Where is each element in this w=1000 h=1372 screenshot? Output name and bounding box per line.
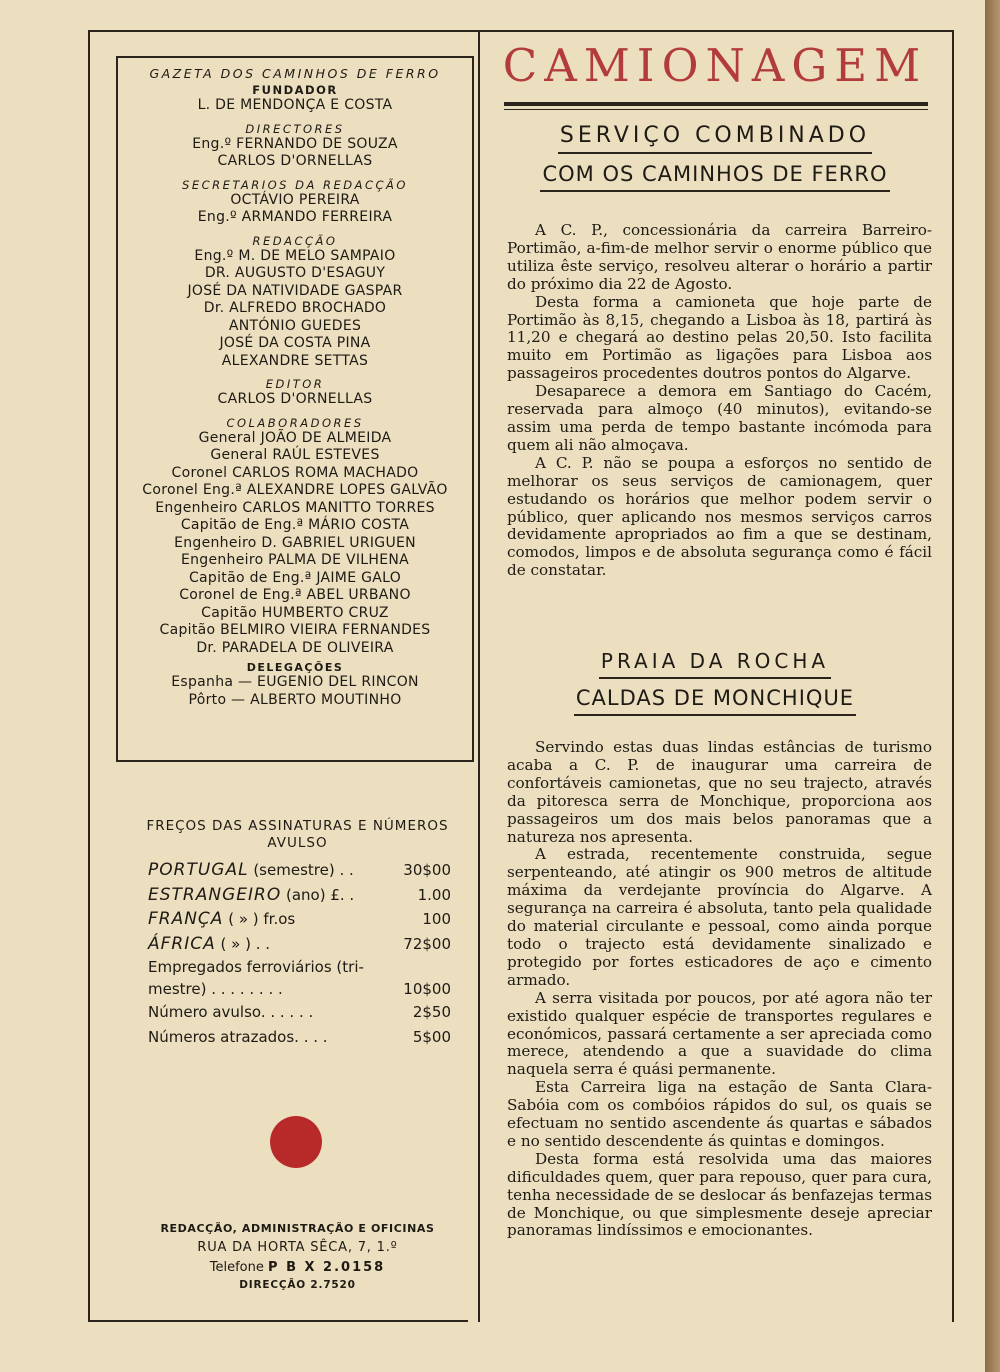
article-body	[507, 739, 932, 1240]
paragraph: Desaparece a demora em Santiago do Cacém, reservada para almoço (40 minutos), evitando-se assim uma perda de tempo bastante incómoda para quem ali não almoçava.	[507, 382, 932, 454]
price-region: ÁFRICA	[148, 933, 216, 954]
address-direction: DIRECÇÃO 2.7520	[239, 1279, 356, 1291]
directors-label: DIRECTORES	[245, 121, 345, 136]
secretaries-label: SECRETARIOS DA REDACÇÃO	[182, 177, 408, 192]
frame-bottom-rule	[88, 1320, 468, 1322]
single-issue-label: Número avulso. . . . . .	[148, 1003, 314, 1021]
price-row	[120, 858, 475, 883]
prices-heading: FREÇOS DAS ASSINATURAS E NÚMEROS	[146, 818, 449, 834]
editorial-name: JOSÉ DA NATIVIDADE GASPAR	[187, 282, 403, 299]
price-row-employees	[120, 956, 475, 1000]
back-issue-label: Números atrazados. . . .	[148, 1027, 328, 1046]
collaborator-name: General RAÚL ESTEVES	[210, 447, 380, 463]
section-subheading-text: COM OS CAMINHOS DE FERRO	[540, 162, 889, 192]
paragraph: Servindo estas duas lindas estâncias de turismo acaba a C. P. de inaugurar uma carreira de confortáveis camionetas, que no seu trajecto, através da pitoresca serra de Monchique, proporciona aos passageiros um dos mais belos panoramas que a natureza nos apresenta.	[507, 738, 932, 846]
secretary-name: Eng.º ARMANDO FERREIRA	[197, 209, 393, 225]
editorial-name: JOSÉ DA COSTA PINA	[219, 335, 371, 351]
collaborator-name: Coronel CARLOS ROMA MACHADO	[171, 464, 419, 481]
collaborator-name: Coronel Eng.ª ALEXANDRE LOPES GALVÃO	[142, 482, 448, 498]
editor-name: CARLOS D'ORNELLAS	[217, 391, 373, 407]
collaborator-name: Capitão de Eng.ª JAIME GALO	[188, 569, 402, 586]
price-value: 2$50	[412, 1003, 451, 1021]
address-line-1: REDACÇÃO, ADMINISTRAÇÃO E OFICINAS	[160, 1222, 435, 1235]
price-row	[120, 932, 475, 957]
price-value: 10$00	[403, 980, 451, 998]
price-value: 5$00	[412, 1027, 451, 1046]
title-rule-thin	[504, 109, 928, 110]
founder-name: L. DE MENDONÇA E COSTA	[197, 97, 393, 113]
address-phone	[120, 1260, 475, 1275]
editorial-name: ALEXANDRE SETTAS	[221, 352, 369, 369]
article-body	[507, 222, 932, 580]
price-value: 1.00	[417, 885, 451, 904]
editorial-name: Dr. ALFREDO BROCHADO	[203, 300, 387, 316]
collaborator-name: Capitão de Eng.ª MÁRIO COSTA	[180, 517, 410, 533]
collaborator-name: Capitão BELMIRO VIEIRA FERNANDES	[159, 622, 431, 638]
price-row	[120, 883, 475, 908]
price-row	[120, 1000, 475, 1025]
paragraph: A C. P. não se poupa a esforços no sentido de melhorar os seus serviços de camionagem, quer estudando os horários que melhor podem servir o público, quer aplicando nos mesmos serviços carros devidamente apropriados ao fim a que se destinam, comodos, limpos e de absoluta segurança como é fácil de constatar.	[507, 453, 932, 580]
paragraph: A C. P., concessionária da carreira Barreiro-Portimão, a-fim-de melhor servir o enorme público que utiliza êste serviço, resolveu alterar o horário a partir do próximo dia 22 de Agosto.	[507, 221, 932, 293]
collaborator-name: Engenheiro D. GABRIEL URIGUEN	[174, 534, 416, 551]
editorial-label: REDACÇÃO	[252, 233, 338, 248]
editorial-name: Eng.º M. DE MELO SAMPAIO	[194, 247, 396, 264]
title-rule	[504, 102, 928, 106]
page-binding-edge	[985, 0, 1000, 1372]
paragraph: Esta Carreira liga na estação de Santa Clara-Sabóia com os combóios rápidos do sul, os quais se efectuam no sentido ascendente ás quartas e sábados e no sentido descendente ás quintas e domingos.	[507, 1078, 932, 1150]
collaborator-name: Dr. PARADELA DE OLIVEIRA	[196, 639, 394, 656]
paragraph: A estrada, recentemente construida, segue serpenteando, até atingir os 900 metros de altitude máxima da verdejante província do Algarve. A segurança na carreira é absoluta, tanto pela qualidade do material circulante e pessoal, como ainda porque todo o trajecto está devidamente sinalizado e protegido por fortes esticadores de aço e cimento armado.	[507, 845, 932, 989]
collaborator-name: Engenheiro CARLOS MANITTO TORRES	[155, 499, 435, 516]
page-title: CAMIONAGEM	[502, 39, 928, 92]
section-heading-text: PRAIA DA ROCHA	[599, 649, 831, 679]
section-subheading	[500, 162, 930, 192]
director-name: CARLOS D'ORNELLAS	[217, 153, 373, 169]
subscription-prices	[120, 818, 475, 1049]
price-region: ESTRANGEIRO	[148, 884, 282, 905]
price-region: FRANÇA	[148, 909, 224, 929]
price-detail: (ano) £. .	[285, 885, 355, 904]
red-seal-icon	[270, 1116, 322, 1168]
delegation-entry: Pôrto — ALBERTO MOUTINHO	[188, 691, 402, 708]
price-value: 30$00	[403, 861, 451, 879]
collaborator-name: Coronel de Eng.ª ABEL URBANO	[179, 587, 411, 603]
price-detail: ( » ) . .	[220, 934, 271, 953]
price-row	[120, 1025, 475, 1050]
paragraph: A serra visitada por poucos, por até agora não ter existido qualquer espécie de transportes regulares e económicos, passará certamente a ser apreciada como merece, atendendo a que a suavidade do clima naquela serra é quási permanente.	[507, 988, 932, 1079]
address-block	[120, 1222, 475, 1291]
paragraph: Desta forma a camioneta que hoje parte de Portimão às 8,15, chegando a Lisboa às 18, partirá às 11,20 e chegará ao destino pelas 20,50. Isto facilita muito em Portimão as ligações para Lisboa aos passageiros procedentes doutros pontos do Algarve.	[507, 292, 932, 383]
masthead-box	[116, 56, 474, 762]
column-divider	[478, 30, 480, 1322]
paragraph: Desta forma está resolvida uma das maiores dificuldades quem, quer para repouso, quer para cura, tenha necessidade de se deslocar ás benfazejas termas de Monchique, ou que simplesmente deseje apreciar panoramas lindíssimos e emocionantes.	[507, 1149, 932, 1240]
price-detail: ( » ) fr.os	[228, 910, 296, 928]
price-value: 100	[422, 910, 451, 928]
price-region: PORTUGAL	[148, 860, 249, 880]
collaborators-label: COLABORADORES	[226, 415, 364, 430]
publication-name: GAZETA DOS CAMINHOS DE FERRO	[149, 66, 441, 81]
section-heading	[500, 123, 930, 154]
delegation-entry: Espanha — EUGENIO DEL RINCON	[171, 674, 419, 690]
phone-label: Telefone	[209, 1260, 264, 1275]
editorial-name: DR. AUGUSTO D'ESAGUY	[204, 265, 386, 281]
delegations-label: DELEGAÇÕES	[246, 661, 344, 674]
section-heading-text: SERVIÇO COMBINADO	[558, 123, 872, 154]
director-name: Eng.º FERNANDO DE SOUZA	[192, 135, 398, 152]
employees-label-2: mestre) . . . . . . . .	[148, 980, 283, 998]
phone-number: P B X 2.0158	[268, 1260, 386, 1275]
section-heading	[500, 649, 930, 679]
address-street: RUA DA HORTA SÊCA, 7, 1.º	[197, 1240, 398, 1255]
collaborator-name: General JOÃO DE ALMEIDA	[198, 429, 392, 446]
founder-label: FUNDADOR	[252, 83, 338, 97]
section-subheading-text: CALDAS DE MONCHIQUE	[574, 686, 856, 716]
collaborator-name: Engenheiro PALMA DE VILHENA	[180, 552, 410, 568]
price-row	[120, 907, 475, 932]
collaborator-name: Capitão HUMBERTO CRUZ	[201, 604, 389, 621]
section-subheading	[500, 686, 930, 716]
price-detail: (semestre) . .	[253, 861, 354, 879]
secretary-name: OCTÁVIO PEREIRA	[230, 191, 360, 208]
editor-label: EDITOR	[265, 377, 325, 391]
employees-label: Empregados ferroviários (tri-	[148, 958, 364, 976]
price-value: 72$00	[403, 934, 451, 953]
editorial-name: ANTÓNIO GUEDES	[228, 317, 362, 334]
prices-heading-2: AVULSO	[267, 835, 328, 851]
